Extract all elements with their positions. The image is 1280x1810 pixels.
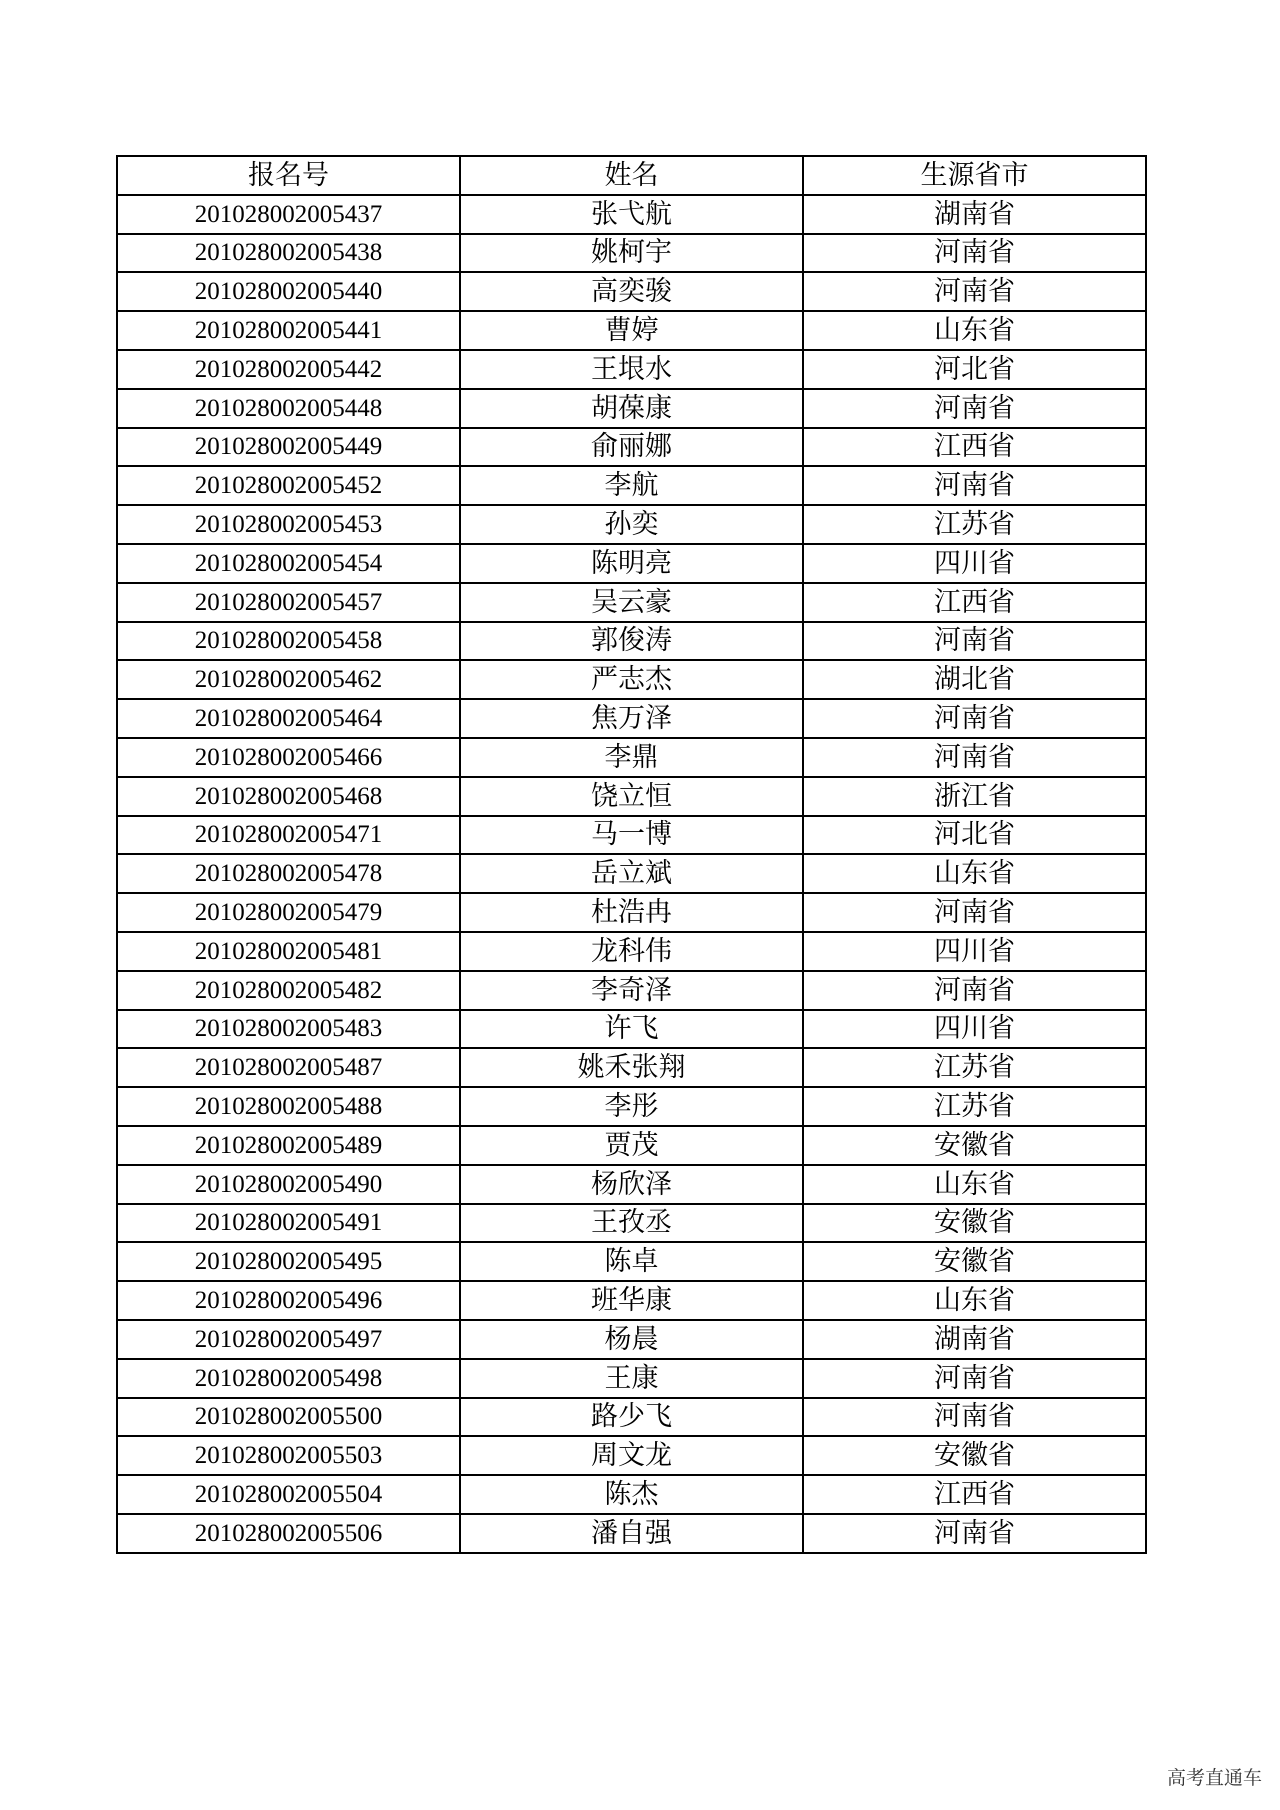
name-cell: 贾茂 [460,1126,803,1165]
registration-number-cell: 201028002005506 [117,1514,460,1553]
registration-number-cell: 201028002005462 [117,660,460,699]
province-cell: 山东省 [803,854,1146,893]
table-row [117,738,1146,777]
table-row [117,428,1146,467]
registration-number-cell: 201028002005449 [117,428,460,467]
province-cell: 四川省 [803,1010,1146,1049]
name-cell: 潘自强 [460,1514,803,1553]
name-cell: 周文龙 [460,1436,803,1475]
province-cell: 河南省 [803,893,1146,932]
registration-number-cell: 201028002005503 [117,1436,460,1475]
table-row [117,1281,1146,1320]
table-row [117,544,1146,583]
registration-number-cell: 201028002005487 [117,1048,460,1087]
registration-number-cell: 201028002005491 [117,1204,460,1243]
name-cell: 班华康 [460,1281,803,1320]
table-row [117,1204,1146,1243]
table-row [117,583,1146,622]
registration-number-cell: 201028002005504 [117,1475,460,1514]
name-cell: 龙科伟 [460,932,803,971]
header-province: 生源省市 [803,156,1146,195]
registration-number-cell: 201028002005457 [117,583,460,622]
table-row [117,1320,1146,1359]
province-cell: 安徽省 [803,1204,1146,1243]
registration-number-cell: 201028002005490 [117,1165,460,1204]
registration-number-cell: 201028002005448 [117,389,460,428]
name-cell: 陈卓 [460,1242,803,1281]
province-cell: 河南省 [803,389,1146,428]
name-cell: 郭俊涛 [460,622,803,661]
registration-number-cell: 201028002005466 [117,738,460,777]
table-row [117,660,1146,699]
name-cell: 陈明亮 [460,544,803,583]
province-cell: 江西省 [803,428,1146,467]
table-row [117,1048,1146,1087]
table-row [117,854,1146,893]
registration-number-cell: 201028002005497 [117,1320,460,1359]
name-cell: 姚禾张翔 [460,1048,803,1087]
registration-number-cell: 201028002005488 [117,1087,460,1126]
registration-number-cell: 201028002005442 [117,350,460,389]
province-cell: 江苏省 [803,505,1146,544]
name-cell: 张弋航 [460,195,803,234]
table-row [117,272,1146,311]
province-cell: 湖北省 [803,660,1146,699]
province-cell: 江西省 [803,583,1146,622]
registration-number-cell: 201028002005441 [117,311,460,350]
table-row [117,1475,1146,1514]
name-cell: 焦万泽 [460,699,803,738]
table-row [117,893,1146,932]
name-cell: 高奕骏 [460,272,803,311]
province-cell: 河南省 [803,1359,1146,1398]
province-cell: 河南省 [803,1398,1146,1437]
roster-table [116,155,1147,1554]
table-row [117,777,1146,816]
province-cell: 河南省 [803,738,1146,777]
name-cell: 李航 [460,466,803,505]
table-row [117,505,1146,544]
name-cell: 李鼎 [460,738,803,777]
registration-number-cell: 201028002005437 [117,195,460,234]
table-row [117,1514,1146,1553]
table-row [117,1359,1146,1398]
registration-number-cell: 201028002005478 [117,854,460,893]
province-cell: 山东省 [803,311,1146,350]
table-row [117,1398,1146,1437]
name-cell: 饶立恒 [460,777,803,816]
name-cell: 王垠水 [460,350,803,389]
name-cell: 路少飞 [460,1398,803,1437]
table-row [117,389,1146,428]
name-cell: 曹婷 [460,311,803,350]
name-cell: 严志杰 [460,660,803,699]
province-cell: 山东省 [803,1281,1146,1320]
registration-number-cell: 201028002005479 [117,893,460,932]
name-cell: 李奇泽 [460,971,803,1010]
registration-number-cell: 201028002005454 [117,544,460,583]
province-cell: 山东省 [803,1165,1146,1204]
registration-number-cell: 201028002005440 [117,272,460,311]
registration-number-cell: 201028002005458 [117,622,460,661]
table-row [117,699,1146,738]
registration-number-cell: 201028002005481 [117,932,460,971]
table-row [117,1165,1146,1204]
province-cell: 河北省 [803,816,1146,855]
table-row [117,195,1146,234]
registration-number-cell: 201028002005500 [117,1398,460,1437]
registration-number-cell: 201028002005452 [117,466,460,505]
name-cell: 李彤 [460,1087,803,1126]
table-row [117,971,1146,1010]
province-cell: 四川省 [803,932,1146,971]
registration-number-cell: 201028002005453 [117,505,460,544]
registration-number-cell: 201028002005483 [117,1010,460,1049]
province-cell: 河南省 [803,971,1146,1010]
name-cell: 杨欣泽 [460,1165,803,1204]
name-cell: 许飞 [460,1010,803,1049]
province-cell: 河南省 [803,699,1146,738]
province-cell: 河北省 [803,350,1146,389]
name-cell: 孙奕 [460,505,803,544]
watermark-text: 高考直通车 [1166,1767,1262,1789]
province-cell: 安徽省 [803,1242,1146,1281]
name-cell: 杜浩冉 [460,893,803,932]
name-cell: 王孜丞 [460,1204,803,1243]
registration-number-cell: 201028002005496 [117,1281,460,1320]
name-cell: 姚柯宇 [460,234,803,273]
table-row [117,466,1146,505]
province-cell: 河南省 [803,622,1146,661]
registration-number-cell: 201028002005464 [117,699,460,738]
province-cell: 浙江省 [803,777,1146,816]
province-cell: 安徽省 [803,1126,1146,1165]
province-cell: 江苏省 [803,1087,1146,1126]
name-cell: 杨晨 [460,1320,803,1359]
province-cell: 四川省 [803,544,1146,583]
province-cell: 湖南省 [803,195,1146,234]
registration-number-cell: 201028002005489 [117,1126,460,1165]
table-row [117,622,1146,661]
table-row [117,1436,1146,1475]
name-cell: 俞丽娜 [460,428,803,467]
province-cell: 河南省 [803,234,1146,273]
registration-number-cell: 201028002005498 [117,1359,460,1398]
header-row [117,156,1146,195]
province-cell: 河南省 [803,1514,1146,1553]
header-registration-number: 报名号 [117,156,460,195]
name-cell: 胡葆康 [460,389,803,428]
table-row [117,1126,1146,1165]
registration-number-cell: 201028002005468 [117,777,460,816]
table-row [117,816,1146,855]
table-row [117,932,1146,971]
name-cell: 岳立斌 [460,854,803,893]
table-row [117,1087,1146,1126]
table-row [117,234,1146,273]
province-cell: 河南省 [803,272,1146,311]
header-name: 姓名 [460,156,803,195]
province-cell: 江西省 [803,1475,1146,1514]
registration-number-cell: 201028002005438 [117,234,460,273]
name-cell: 吴云豪 [460,583,803,622]
name-cell: 王康 [460,1359,803,1398]
table-row [117,311,1146,350]
table-row [117,350,1146,389]
table-row [117,1010,1146,1049]
province-cell: 安徽省 [803,1436,1146,1475]
province-cell: 江苏省 [803,1048,1146,1087]
name-cell: 马一博 [460,816,803,855]
province-cell: 湖南省 [803,1320,1146,1359]
name-cell: 陈杰 [460,1475,803,1514]
registration-number-cell: 201028002005495 [117,1242,460,1281]
province-cell: 河南省 [803,466,1146,505]
registration-number-cell: 201028002005471 [117,816,460,855]
table-row [117,1242,1146,1281]
registration-number-cell: 201028002005482 [117,971,460,1010]
roster-body [117,195,1146,1553]
